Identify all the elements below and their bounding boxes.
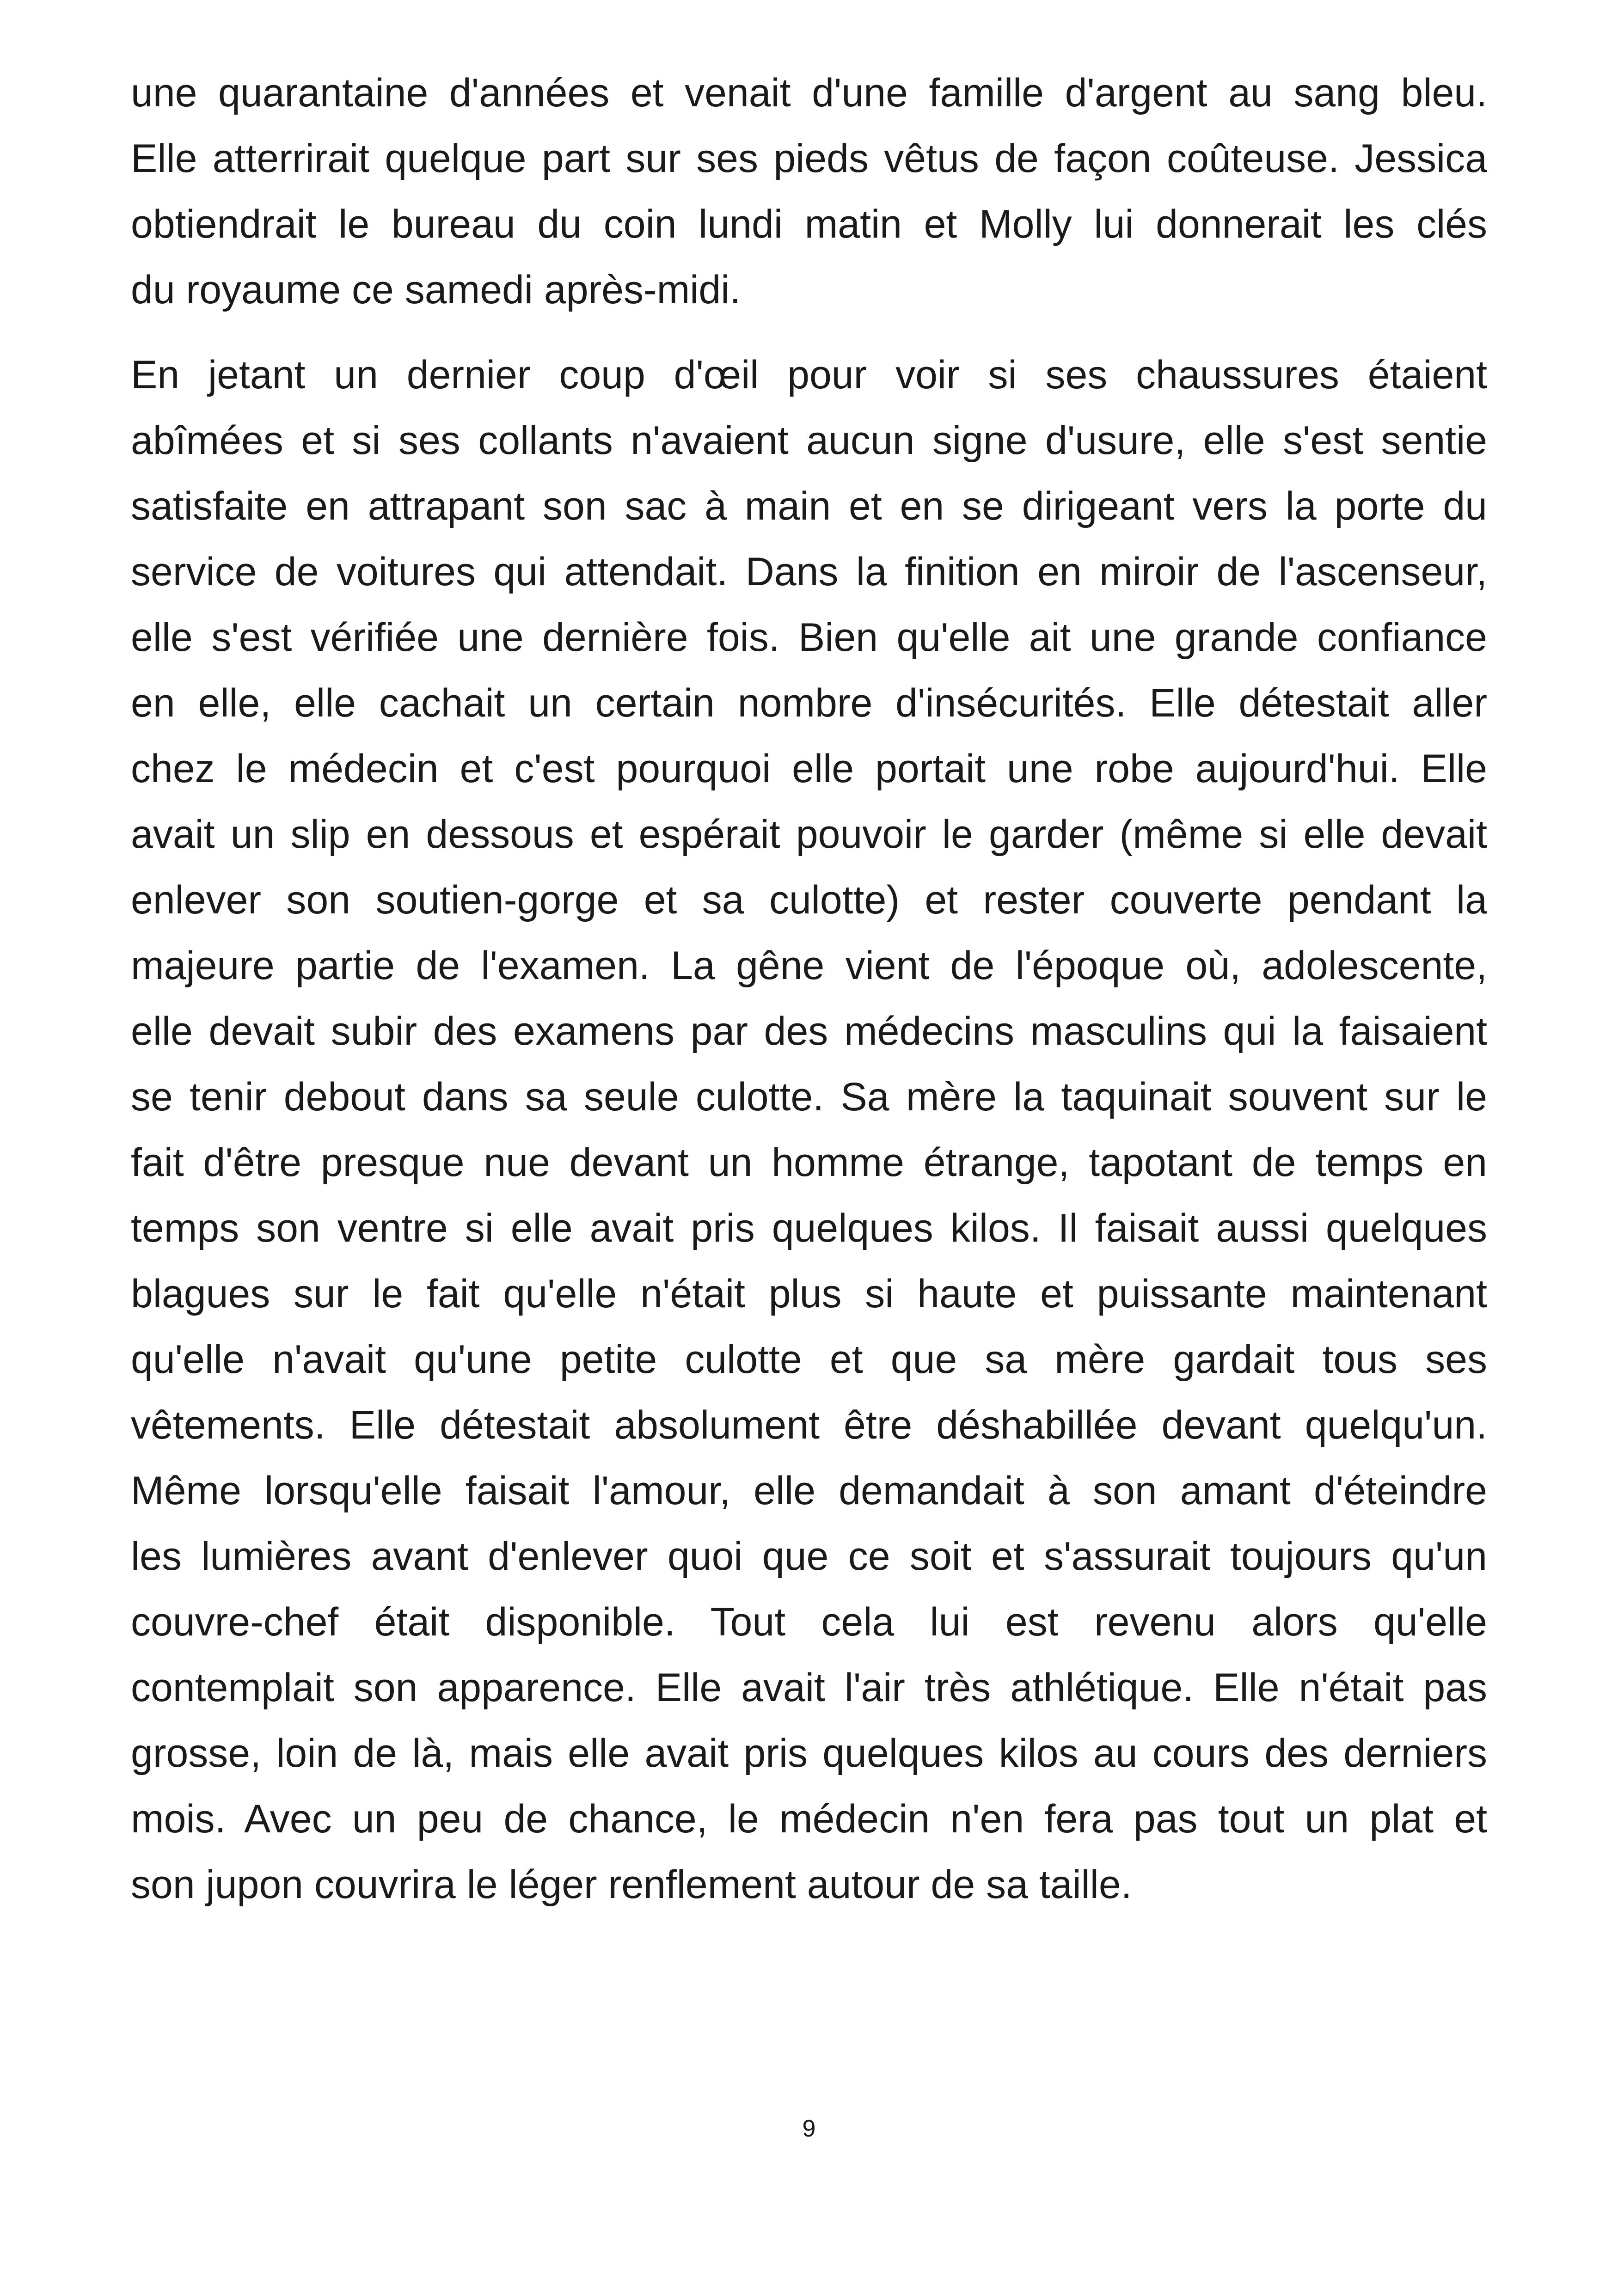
text-line: fait d'être presque nue devant un homme étrange, tapotant de temps en [131, 1140, 1487, 1185]
text-line: mois. Avec un peu de chance, le médecin n'en fera pas tout un plat et [131, 1797, 1487, 1841]
text-line: les lumières avant d'enlever quoi que ce soit et s'assurait toujours qu'un [131, 1534, 1487, 1579]
text-line: vêtements. Elle détestait absolument être déshabillée devant quelqu'un. [131, 1403, 1487, 1447]
paragraph-1 [131, 60, 1487, 323]
text-line: contemplait son apparence. Elle avait l'air très athlétique. Elle n'était pas [131, 1665, 1487, 1710]
text-line: une quarantaine d'années et venait d'une famille d'argent au sang bleu. [131, 71, 1487, 115]
text-line: avait un slip en dessous et espérait pouvoir le garder (même si elle devait [131, 812, 1487, 857]
text-line: grosse, loin de là, mais elle avait pris quelques kilos au cours des derniers [131, 1731, 1487, 1776]
text-line: Même lorsqu'elle faisait l'amour, elle demandait à son amant d'éteindre [131, 1469, 1487, 1513]
body-text [131, 60, 1487, 1917]
text-line: Elle atterrirait quelque part sur ses pieds vêtus de façon coûteuse. Jessica [131, 136, 1487, 181]
text-line: couvre-chef était disponible. Tout cela lui est revenu alors qu'elle [131, 1600, 1487, 1644]
text-line: En jetant un dernier coup d'œil pour voir si ses chaussures étaient [131, 353, 1487, 397]
page-number: 9 [802, 2115, 816, 2142]
text-line: satisfaite en attrapant son sac à main et en se dirigeant vers la porte du [131, 484, 1487, 528]
text-line: elle s'est vérifiée une dernière fois. Bien qu'elle ait une grande confiance [131, 615, 1487, 660]
text-line: abîmées et si ses collants n'avaient aucun signe d'usure, elle s'est sentie [131, 418, 1487, 463]
text-line: obtiendrait le bureau du coin lundi matin et Molly lui donnerait les clés [131, 202, 1487, 246]
text-line: chez le médecin et c'est pourquoi elle portait une robe aujourd'hui. Elle [131, 747, 1487, 791]
text-line: se tenir debout dans sa seule culotte. Sa mère la taquinait souvent sur le [131, 1075, 1487, 1119]
text-line: elle devait subir des examens par des médecins masculins qui la faisaient [131, 1009, 1487, 1053]
text-line: temps son ventre si elle avait pris quelques kilos. Il faisait aussi quelques [131, 1206, 1487, 1250]
text-line: blagues sur le fait qu'elle n'était plus si haute et puissante maintenant [131, 1272, 1487, 1316]
text-line: son jupon couvrira le léger renflement autour de sa taille. [131, 1862, 1132, 1907]
text-line: enlever son soutien-gorge et sa culotte) et rester couverte pendant la [131, 878, 1487, 922]
paragraph-2 [131, 342, 1487, 1917]
text-line: majeure partie de l'examen. La gêne vient de l'époque où, adolescente, [131, 943, 1487, 988]
paragraph-spacer [131, 323, 1487, 342]
text-line: qu'elle n'avait qu'une petite culotte et que sa mère gardait tous ses [131, 1337, 1487, 1382]
text-line: en elle, elle cachait un certain nombre d'insécurités. Elle détestait aller [131, 681, 1487, 725]
text-line: du royaume ce samedi après-midi. [131, 268, 741, 312]
text-line: service de voitures qui attendait. Dans la finition en miroir de l'ascenseur, [131, 550, 1487, 594]
